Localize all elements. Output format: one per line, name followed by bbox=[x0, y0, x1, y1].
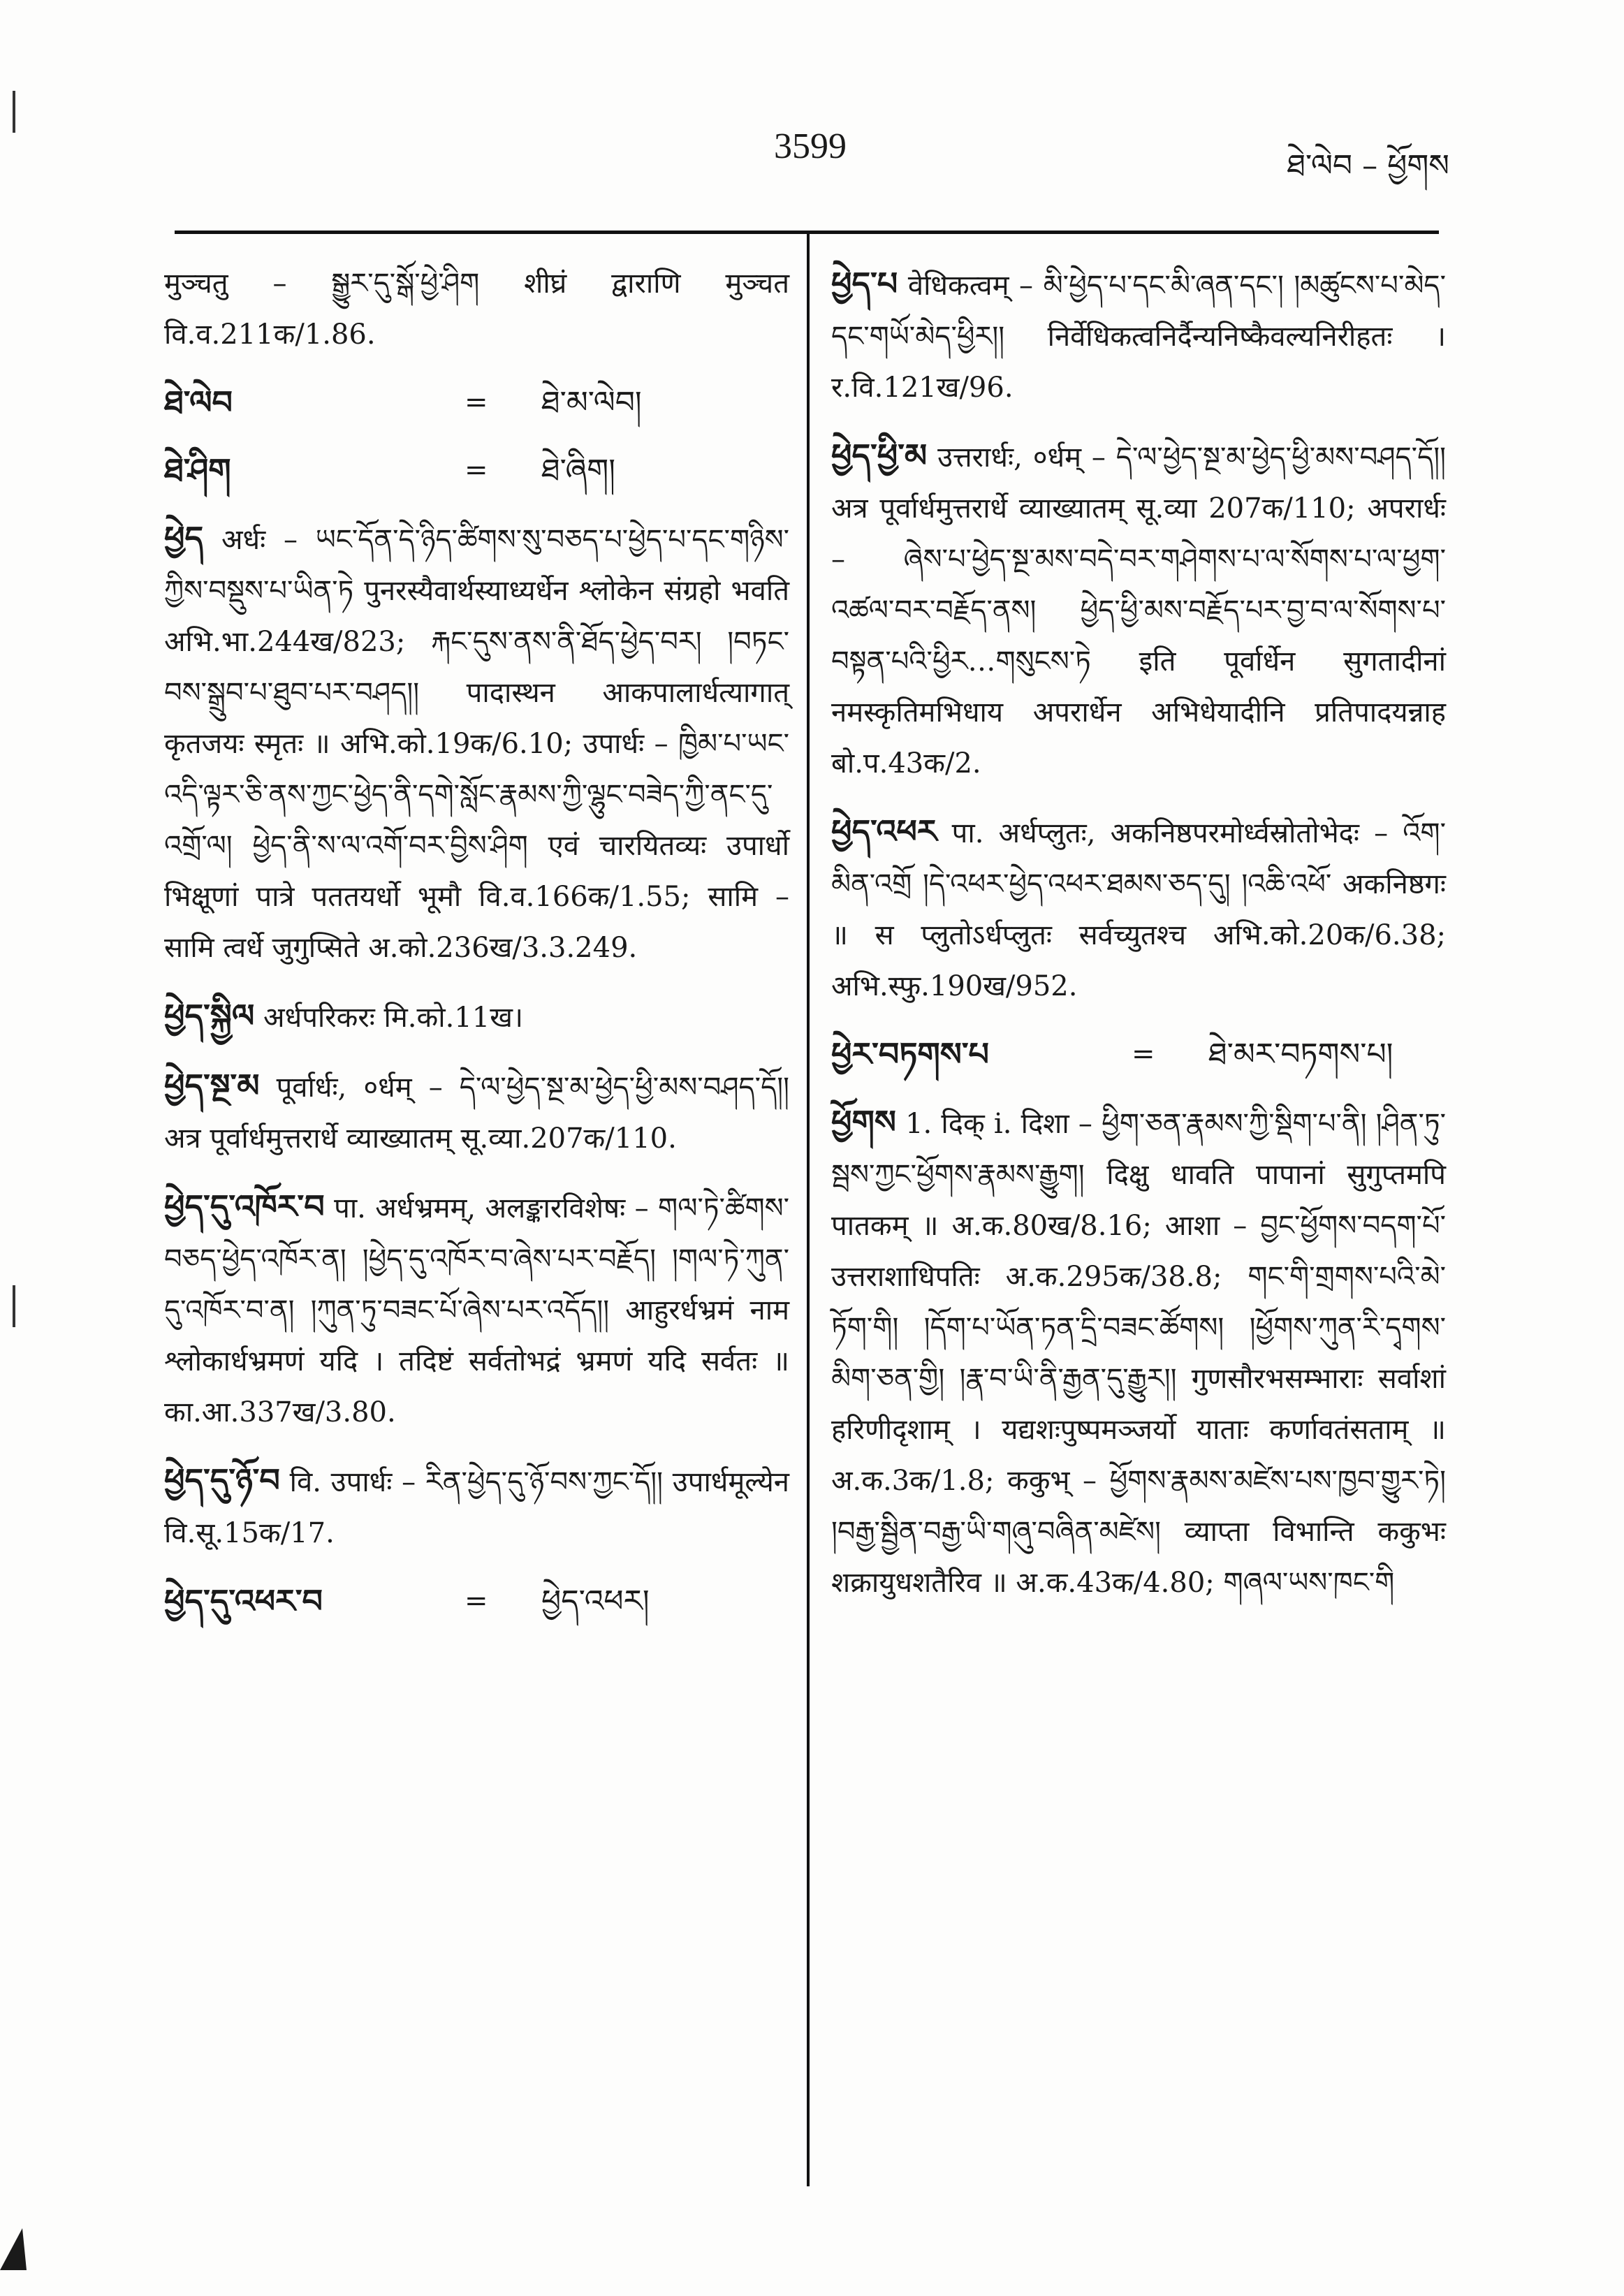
headword: ཕྱེར་བཏགས་པ bbox=[831, 1035, 989, 1073]
headword: ཕྱེད་སྔ་མ bbox=[164, 1067, 260, 1104]
page-corner-mark bbox=[0, 2228, 27, 2270]
equals-sign: = bbox=[1132, 1038, 1155, 1070]
entry-body: वि. उपार्धः – རིན་ཕྱེད་དུ་ཉོ་བས་ཀྱང་དོ།། उपार्धमूल्येन वि.सू.15क/17. bbox=[164, 1466, 789, 1549]
entry-body: पूर्वार्धः, ०र्धम् – དེ་ལ་ཕྱེད་སྔ་མ་ཕྱེད་ཕྱི་མས་བཤད་དོ།། अत्र पूर्वार्धमुत्तरार्धे व्याख्यातम् सू.व्या.207क/110. bbox=[164, 1072, 789, 1155]
headword: ཕྱོགས bbox=[831, 1103, 896, 1141]
reference-target: ཐེ་ཞིག། bbox=[541, 453, 616, 488]
headword: ཕྱེད་དུ་ཉོ་བ bbox=[164, 1461, 280, 1499]
dictionary-entry bbox=[831, 258, 1446, 414]
edge-tick-mark bbox=[13, 1285, 15, 1327]
headword: ཕྱེད་ཕྱི་མ bbox=[831, 437, 928, 474]
entry-body: पा. अर्धभ्रमम्, अलङ्कारविशेषः – གལ་ཏེ་ཚིགས་བཅད་ཕྱེད་འཁོར་ན། །ཕྱེད་དུ་འཁོར་བ་ཞེས་པར་བརྗོད། །གལ་ཏེ་ཀུན་དུ་འཁོར་བ་ན། །ཀུན་ཏུ་བཟང་པོ་ཞེས་པར་འདོད།། आहुरर्धभ्रमं नाम श्लोकार्धभ्रमणं यदि । तदिष्टं सर्वतोभद्रं भ्रमणं यदि सर्वतः ॥ का.आ.337ख/3.80. bbox=[164, 1192, 789, 1428]
entry-continuation: मुञ्चतु – སྒྱུར་དུ་སྒོ་ཕྱེ་ཤིག शीघ्रं द्वाराणि मुञ्चत वि.व.211क/1.86. bbox=[164, 268, 789, 351]
reference-target: ཐེ་མར་བཏགས་པ། bbox=[1208, 1037, 1393, 1072]
headword: ཐེ་ཤིག bbox=[164, 451, 231, 489]
left-column bbox=[164, 258, 789, 1644]
headword: ཕྱེད་འཕར bbox=[831, 812, 937, 850]
right-column bbox=[831, 258, 1446, 1625]
equals-sign: = bbox=[464, 454, 488, 486]
headword: ཕྱེད་དུ་འཁོར་བ bbox=[164, 1187, 325, 1225]
entry-body: उत्तरार्धः, ०र्धम् – དེ་ལ་ཕྱེད་སྔ་མ་ཕྱེད་ཕྱི་མས་བཤད་དོ།། अत्र पूर्वार्धमुत्तरार्धे व्याख्यातम् सू.व्या 207क/110; अपरार्धः – ཞེས་པ་ཕྱེད་སྔ་མས་བདེ་བར་གཤེགས་པ་ལ་སོགས་པ་ལ་ཕྱག་འཚལ་བར་བརྗོད་ནས། ཕྱེད་ཕྱི་མས་བརྗོད་པར་བྱ་བ་ལ་སོགས་པ་བསྟན་པའི་ཕྱིར…གསུངས་ཏེ इति पूर्वार्धेन सुगतादीनां नमस्कृतिमभिधाय अपरार्धेन अभिधेयादीनि प्रतिपादयन्नाह बो.प.43क/2. bbox=[831, 441, 1447, 780]
dictionary-entry bbox=[164, 1060, 789, 1164]
entry-body: वेधिकत्वम् – མི་ཕྱེད་པ་དང་མི་ཞན་དང་། །མཚུངས་པ་མེད་དང་གཡོ་མེད་ཕྱིར།། निर्वेधिकत्वनिर्दैन्यनिष्कैवल्यनिरीहतः । र.वि.121ख/96. bbox=[831, 270, 1446, 404]
headword: ཕྱེད་པ bbox=[831, 265, 898, 302]
dictionary-entry bbox=[831, 806, 1446, 1012]
dictionary-entry bbox=[831, 430, 1446, 789]
running-head: ཐེ་ལེབ – ཕྱོགས bbox=[1287, 148, 1449, 184]
edge-tick-mark bbox=[13, 91, 15, 133]
cross-reference-entry bbox=[164, 445, 789, 496]
dictionary-entry bbox=[164, 1455, 789, 1559]
entry-body: 1. दिक् i. दिशा – ཕྱིག་ཅན་རྣམས་ཀྱི་སྡིག་པ་ནི། །ཤིན་ཏུ་སྦས་ཀྱང་ཕྱོགས་རྣམས་རྒྱུག། दिक्षु धावति पापानां सुगुप्तमपि पातकम् ॥ अ.क.80ख/8.16; आशा – བྱང་ཕྱོགས་བདག་པོ་ उत्तराशाधिपतिः अ.क.295क/38.8; གང་གི་གྲགས་པའི་མེ་ཏོག་གི། །དོག་པ་ཡོན་ཏན་དྲི་བཟང་ཚོགས། །ཕྱོགས་ཀུན་རི་དྭགས་མིག་ཅན་གྱི། །རྣ་བ་ཡི་ནི་རྒྱན་དུ་རྒྱུར།། गुणसौरभसम्भाराः सर्वाशां हरिणीदृशाम् । यद्यशःपुष्पमञ्जर्यो याताः कर्णावतंसताम् ॥ अ.क.3क/1.8; ककुभ् – ཕྱོགས་རྣམས་མཛེས་པས་ཁྱབ་གྱུར་ཏེ། །བརྒྱ་སྦྱིན་བརྒྱ་ཡི་གཞུ་བཞིན་མཛེས། व्याप्ता विभान्ति ककुभः शक्रायुधशतैरिव ॥ अ.क.43क/4.80; གཞལ་ཡས་ཁང་གི bbox=[831, 1108, 1446, 1599]
dictionary-entry bbox=[164, 513, 789, 974]
entry-body: पा. अर्धप्लुतः, अकनिष्ठपरमोर्ध्वस्रोतोभेदः – འོག་མིན་འགྲོ །དེ་འཕར་ཕྱེད་འཕར་ཐམས་ཅད་དུ། །འཆི་འཕོ་ अकनिष्ठगः ॥ स प्लुतोऽर्धप्लुतः सर्वच्युतश्च अभि.को.20क/6.38; अभि.स्फु.190ख/952. bbox=[831, 817, 1446, 1002]
cross-reference-entry bbox=[164, 377, 789, 428]
headword: ཕྱེད་སྐྱིལ bbox=[164, 997, 255, 1034]
equals-sign: = bbox=[464, 1585, 488, 1617]
cross-reference-entry bbox=[831, 1029, 1446, 1080]
column-divider bbox=[807, 231, 810, 2186]
equals-sign: = bbox=[464, 386, 488, 418]
entry-body: अर्धपरिकरः मि.को.11ख। bbox=[263, 1002, 524, 1034]
entry-body: अर्धः – ཡང་དོན་དེ་ཉིད་ཚིགས་སུ་བཅད་པ་ཕྱེད་པ་དང་གཉིས་ཀྱིས་བསྡུས་པ་ཡིན་ཏེ पुनरस्यैवार्थस्याध्यर्धेन श्लोकेन संग्रहो भवति अभि.भा.244ख/823; རྐང་དུས་ནས་ནི་ཐོད་ཕྱེད་བར། །བཏང་བས་སྒྲུབ་པ་ཐུབ་པར་བཤད།། पादास्थन आकपालार्धत्यागात् कृतजयः स्मृतः ॥ अभि.को.19क/6.10; उपार्धः – ཁྱིམ་པ་ཡང་འདི་ལྟར་ཅི་ནས་ཀྱང་ཕྱེད་ནི་དགེ་སློང་རྣམས་ཀྱི་ལྷུང་བཟེད་ཀྱི་ནང་དུ་འགྲོ་ལ། ཕྱེད་ནི་ས་ལ་འགོ་བར་བྱིས་ཤིག एवं चारयितव्यः उपार्धो भिक्षूणां पात्रे पततयर्धो भूमौ वि.व.166क/1.55; सामि – सामि त्वर्धे जुगुप्सिते अ.को.236ख/3.3.249. bbox=[164, 524, 789, 964]
dictionary-entry bbox=[831, 1097, 1446, 1609]
reference-target: ཐེ་མ་ལེབ། bbox=[541, 385, 642, 421]
dictionary-entry bbox=[164, 1181, 789, 1438]
page-number: 3599 bbox=[774, 126, 847, 166]
headword: ཕྱེད་དུ་འཕར་བ bbox=[164, 1582, 323, 1620]
headword: ཕྱེད bbox=[164, 519, 204, 557]
dictionary-entry bbox=[164, 990, 789, 1044]
cross-reference-entry bbox=[164, 1576, 789, 1627]
reference-target: ཕྱེད་འཕར། bbox=[541, 1584, 650, 1619]
headword: ཐེ་ལེབ bbox=[164, 383, 233, 421]
